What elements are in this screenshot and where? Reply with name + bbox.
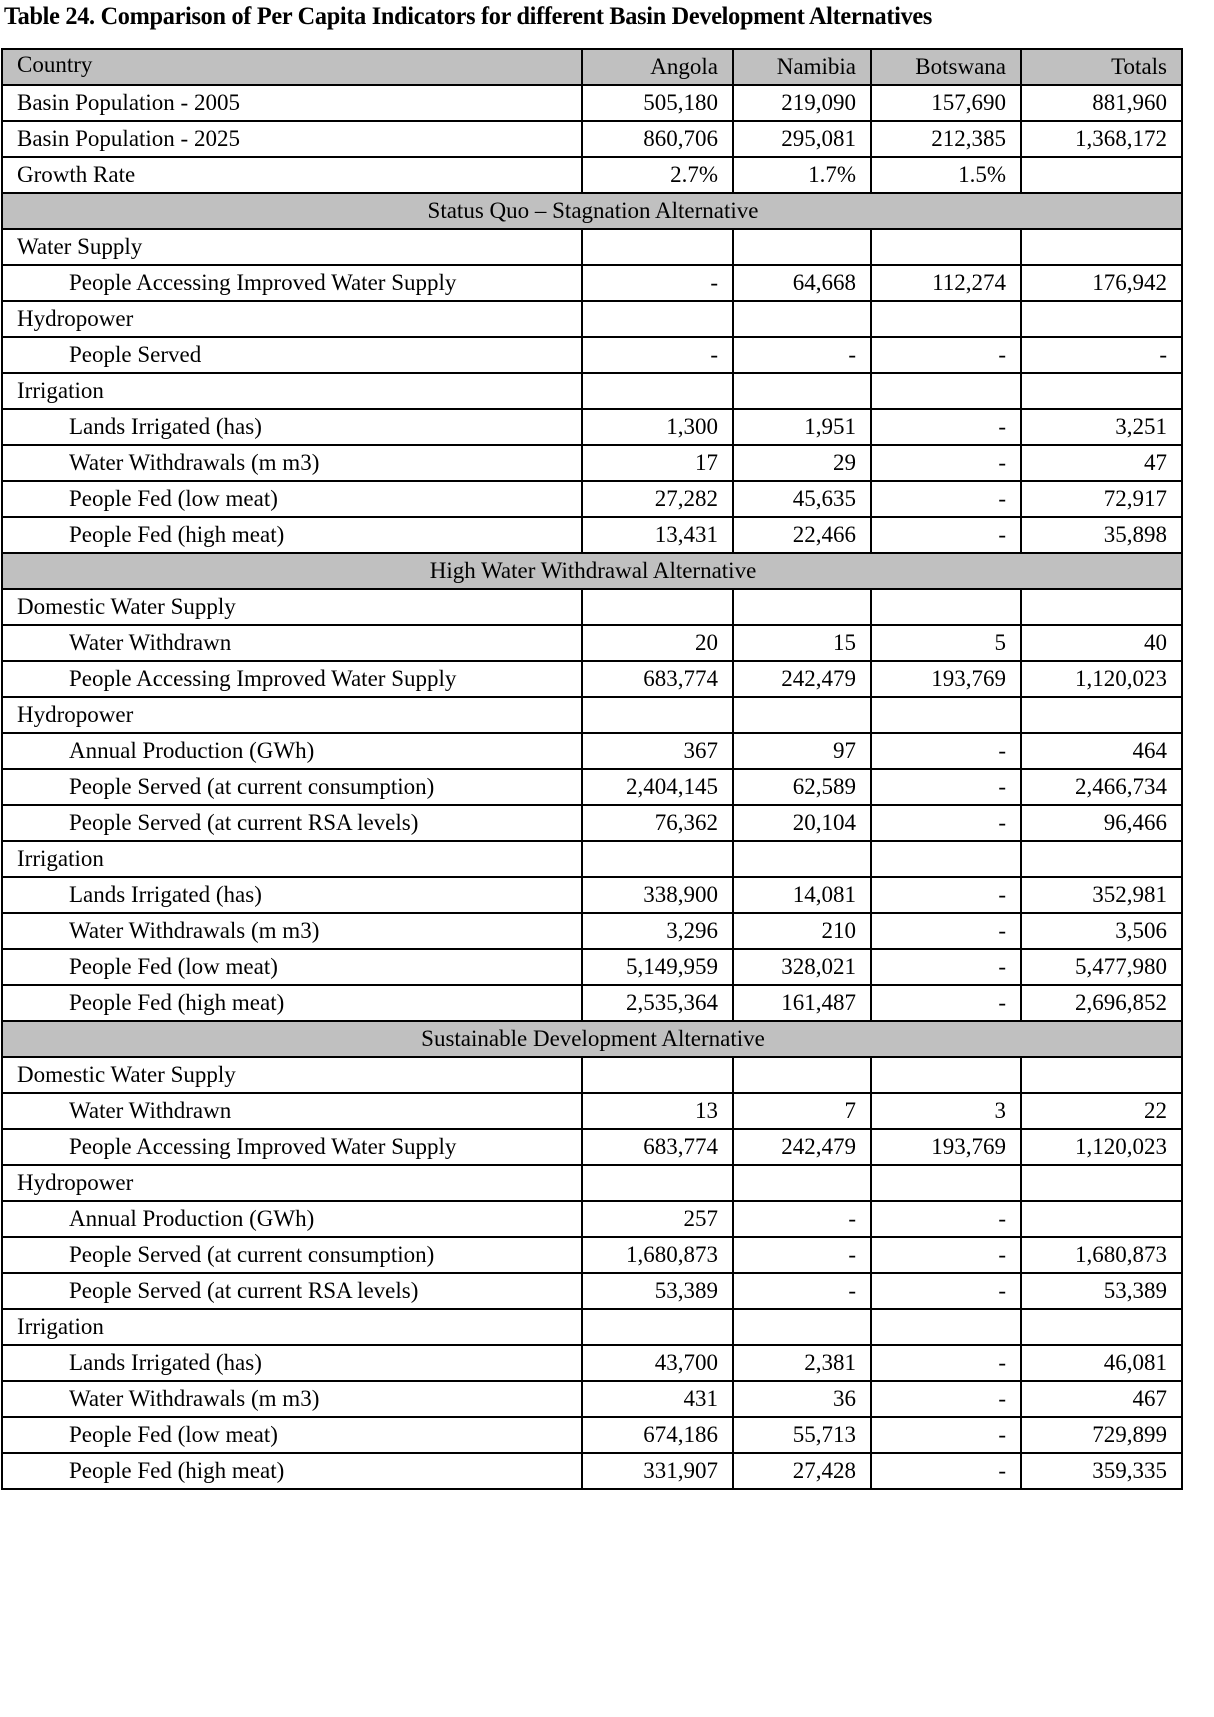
cell-botswana: - xyxy=(871,1345,1021,1381)
cell-totals: 729,899 xyxy=(1021,1417,1182,1453)
cell-botswana: - xyxy=(871,517,1021,553)
cell-botswana: - xyxy=(871,337,1021,373)
indicator-row xyxy=(2,409,1182,445)
indicator-row xyxy=(2,1201,1182,1237)
cell-totals: 22 xyxy=(1021,1093,1182,1129)
cell-totals xyxy=(1021,373,1182,409)
row-label: Annual Production (GWh) xyxy=(2,1201,582,1237)
indicator-row xyxy=(2,517,1182,553)
cell-botswana xyxy=(871,1309,1021,1345)
cell-botswana xyxy=(871,229,1021,265)
row-label: People Served (at current RSA levels) xyxy=(2,1273,582,1309)
category-row xyxy=(2,841,1182,877)
row-label: People Fed (low meat) xyxy=(2,1417,582,1453)
cell-botswana xyxy=(871,1057,1021,1093)
cell-totals: 47 xyxy=(1021,445,1182,481)
cell-botswana: 5 xyxy=(871,625,1021,661)
cell-botswana: 193,769 xyxy=(871,1129,1021,1165)
section-header-row xyxy=(2,193,1182,229)
category-row xyxy=(2,1165,1182,1201)
cell-namibia: 27,428 xyxy=(733,1453,871,1489)
overview-row xyxy=(2,85,1182,121)
indicator-row xyxy=(2,445,1182,481)
cell-botswana: 112,274 xyxy=(871,265,1021,301)
cell-namibia: 161,487 xyxy=(733,985,871,1021)
cell-namibia: 210 xyxy=(733,913,871,949)
cell-botswana: - xyxy=(871,1237,1021,1273)
cell-botswana: 1.5% xyxy=(871,157,1021,193)
row-label: Basin Population - 2025 xyxy=(2,121,582,157)
indicator-row xyxy=(2,1453,1182,1489)
row-label: Water Withdrawn xyxy=(2,625,582,661)
cell-namibia xyxy=(733,1165,871,1201)
cell-angola: 257 xyxy=(582,1201,733,1237)
row-label: People Fed (high meat) xyxy=(2,1453,582,1489)
cell-totals xyxy=(1021,1201,1182,1237)
cell-totals: 3,506 xyxy=(1021,913,1182,949)
cell-angola: 2,535,364 xyxy=(582,985,733,1021)
cell-namibia: 20,104 xyxy=(733,805,871,841)
cell-angola: 1,680,873 xyxy=(582,1237,733,1273)
row-label: Lands Irrigated (has) xyxy=(2,877,582,913)
cell-angola: - xyxy=(582,265,733,301)
row-label: Hydropower xyxy=(2,1165,582,1201)
row-label: Basin Population - 2005 xyxy=(2,85,582,121)
indicator-row xyxy=(2,913,1182,949)
cell-namibia: 29 xyxy=(733,445,871,481)
cell-namibia: 219,090 xyxy=(733,85,871,121)
row-label: Water Withdrawn xyxy=(2,1093,582,1129)
cell-namibia: 1.7% xyxy=(733,157,871,193)
cell-angola: 1,300 xyxy=(582,409,733,445)
overview-row xyxy=(2,121,1182,157)
cell-namibia: 97 xyxy=(733,733,871,769)
cell-botswana: - xyxy=(871,913,1021,949)
row-label: Water Withdrawals (m m3) xyxy=(2,1381,582,1417)
category-row xyxy=(2,697,1182,733)
row-label: Irrigation xyxy=(2,1309,582,1345)
cell-angola: 367 xyxy=(582,733,733,769)
section-title: Sustainable Development Alternative xyxy=(2,1021,1182,1057)
category-row xyxy=(2,229,1182,265)
cell-botswana: - xyxy=(871,445,1021,481)
cell-angola: 27,282 xyxy=(582,481,733,517)
cell-angola: 13,431 xyxy=(582,517,733,553)
indicator-row xyxy=(2,1345,1182,1381)
cell-totals xyxy=(1021,157,1182,193)
indicator-row xyxy=(2,625,1182,661)
cell-totals: 1,680,873 xyxy=(1021,1237,1182,1273)
header-namibia: Namibia xyxy=(733,49,871,85)
cell-totals xyxy=(1021,1165,1182,1201)
cell-totals xyxy=(1021,589,1182,625)
cell-angola: 17 xyxy=(582,445,733,481)
indicator-row xyxy=(2,1129,1182,1165)
cell-totals xyxy=(1021,301,1182,337)
cell-totals xyxy=(1021,697,1182,733)
cell-totals: 467 xyxy=(1021,1381,1182,1417)
row-label: People Served (at current consumption) xyxy=(2,1237,582,1273)
cell-namibia xyxy=(733,841,871,877)
cell-botswana: - xyxy=(871,1453,1021,1489)
row-label: People Accessing Improved Water Supply xyxy=(2,265,582,301)
cell-totals: 881,960 xyxy=(1021,85,1182,121)
row-label: Lands Irrigated (has) xyxy=(2,409,582,445)
cell-namibia: 62,589 xyxy=(733,769,871,805)
cell-totals: - xyxy=(1021,337,1182,373)
cell-angola: 683,774 xyxy=(582,1129,733,1165)
cell-angola: 2.7% xyxy=(582,157,733,193)
cell-namibia: 64,668 xyxy=(733,265,871,301)
header-totals: Totals xyxy=(1021,49,1182,85)
cell-totals xyxy=(1021,841,1182,877)
category-row xyxy=(2,1309,1182,1345)
cell-botswana: - xyxy=(871,1201,1021,1237)
cell-totals: 53,389 xyxy=(1021,1273,1182,1309)
row-label: Water Withdrawals (m m3) xyxy=(2,445,582,481)
row-label: People Accessing Improved Water Supply xyxy=(2,1129,582,1165)
cell-totals xyxy=(1021,229,1182,265)
cell-namibia: 22,466 xyxy=(733,517,871,553)
cell-botswana xyxy=(871,841,1021,877)
cell-angola: 76,362 xyxy=(582,805,733,841)
cell-botswana: - xyxy=(871,805,1021,841)
cell-totals: 35,898 xyxy=(1021,517,1182,553)
cell-angola xyxy=(582,1165,733,1201)
section-title: Status Quo – Stagnation Alternative xyxy=(2,193,1182,229)
cell-botswana: 157,690 xyxy=(871,85,1021,121)
section-header-row xyxy=(2,553,1182,589)
row-label: People Served (at current consumption) xyxy=(2,769,582,805)
row-label: People Fed (high meat) xyxy=(2,517,582,553)
row-label: Lands Irrigated (has) xyxy=(2,1345,582,1381)
cell-angola: 3,296 xyxy=(582,913,733,949)
cell-totals: 1,120,023 xyxy=(1021,661,1182,697)
cell-angola: 13 xyxy=(582,1093,733,1129)
cell-namibia: - xyxy=(733,1273,871,1309)
cell-botswana: - xyxy=(871,949,1021,985)
indicator-row xyxy=(2,265,1182,301)
category-row xyxy=(2,373,1182,409)
cell-totals: 359,335 xyxy=(1021,1453,1182,1489)
indicator-row xyxy=(2,1417,1182,1453)
category-row xyxy=(2,589,1182,625)
row-label: Annual Production (GWh) xyxy=(2,733,582,769)
header-country: Country xyxy=(2,49,582,85)
header-angola: Angola xyxy=(582,49,733,85)
cell-botswana: 212,385 xyxy=(871,121,1021,157)
cell-totals xyxy=(1021,1057,1182,1093)
cell-angola: 683,774 xyxy=(582,661,733,697)
cell-angola: 674,186 xyxy=(582,1417,733,1453)
section-header-row xyxy=(2,1021,1182,1057)
row-label: Domestic Water Supply xyxy=(2,589,582,625)
row-label: Hydropower xyxy=(2,301,582,337)
section-title: High Water Withdrawal Alternative xyxy=(2,553,1182,589)
cell-namibia: 328,021 xyxy=(733,949,871,985)
cell-totals: 2,696,852 xyxy=(1021,985,1182,1021)
cell-totals: 464 xyxy=(1021,733,1182,769)
row-label: Domestic Water Supply xyxy=(2,1057,582,1093)
cell-totals: 46,081 xyxy=(1021,1345,1182,1381)
indicator-row xyxy=(2,337,1182,373)
row-label: Water Withdrawals (m m3) xyxy=(2,913,582,949)
indicator-row xyxy=(2,481,1182,517)
cell-angola xyxy=(582,589,733,625)
cell-angola xyxy=(582,697,733,733)
cell-namibia: 36 xyxy=(733,1381,871,1417)
cell-totals: 72,917 xyxy=(1021,481,1182,517)
cell-namibia: 295,081 xyxy=(733,121,871,157)
cell-angola xyxy=(582,373,733,409)
cell-namibia: 55,713 xyxy=(733,1417,871,1453)
cell-botswana: - xyxy=(871,733,1021,769)
indicator-row xyxy=(2,985,1182,1021)
cell-namibia: 242,479 xyxy=(733,1129,871,1165)
row-label: People Served (at current RSA levels) xyxy=(2,805,582,841)
cell-angola xyxy=(582,1309,733,1345)
row-label: People Fed (high meat) xyxy=(2,985,582,1021)
per-capita-indicators-table xyxy=(1,48,1183,1490)
table-body xyxy=(2,49,1182,1489)
cell-namibia: 1,951 xyxy=(733,409,871,445)
cell-botswana: - xyxy=(871,1381,1021,1417)
cell-botswana: 3 xyxy=(871,1093,1021,1129)
cell-botswana xyxy=(871,301,1021,337)
cell-botswana: - xyxy=(871,481,1021,517)
cell-namibia xyxy=(733,1309,871,1345)
cell-botswana xyxy=(871,589,1021,625)
cell-namibia: 7 xyxy=(733,1093,871,1129)
cell-namibia xyxy=(733,373,871,409)
cell-angola: 431 xyxy=(582,1381,733,1417)
indicator-row xyxy=(2,1093,1182,1129)
cell-totals: 352,981 xyxy=(1021,877,1182,913)
cell-namibia xyxy=(733,589,871,625)
row-label: Water Supply xyxy=(2,229,582,265)
cell-totals: 176,942 xyxy=(1021,265,1182,301)
row-label: People Fed (low meat) xyxy=(2,949,582,985)
cell-namibia: 15 xyxy=(733,625,871,661)
cell-angola: - xyxy=(582,337,733,373)
cell-angola: 860,706 xyxy=(582,121,733,157)
cell-angola: 53,389 xyxy=(582,1273,733,1309)
category-row xyxy=(2,301,1182,337)
cell-namibia: 2,381 xyxy=(733,1345,871,1381)
header-botswana: Botswana xyxy=(871,49,1021,85)
indicator-row xyxy=(2,1273,1182,1309)
row-label: People Accessing Improved Water Supply xyxy=(2,661,582,697)
cell-angola xyxy=(582,229,733,265)
row-label: Irrigation xyxy=(2,841,582,877)
cell-angola: 2,404,145 xyxy=(582,769,733,805)
cell-botswana xyxy=(871,1165,1021,1201)
cell-angola: 338,900 xyxy=(582,877,733,913)
cell-botswana xyxy=(871,697,1021,733)
cell-botswana: - xyxy=(871,877,1021,913)
cell-totals xyxy=(1021,1309,1182,1345)
cell-botswana: - xyxy=(871,1417,1021,1453)
cell-namibia: 14,081 xyxy=(733,877,871,913)
row-label: People Fed (low meat) xyxy=(2,481,582,517)
cell-totals: 1,120,023 xyxy=(1021,1129,1182,1165)
table-title: Table 24. Comparison of Per Capita Indicators for different Basin Development Alternatives xyxy=(4,3,933,30)
header-row xyxy=(2,49,1182,85)
indicator-row xyxy=(2,769,1182,805)
cell-totals: 96,466 xyxy=(1021,805,1182,841)
cell-angola: 505,180 xyxy=(582,85,733,121)
indicator-row xyxy=(2,1381,1182,1417)
cell-namibia: 242,479 xyxy=(733,661,871,697)
indicator-row xyxy=(2,877,1182,913)
cell-angola xyxy=(582,301,733,337)
overview-row xyxy=(2,157,1182,193)
cell-botswana xyxy=(871,373,1021,409)
cell-namibia: - xyxy=(733,1201,871,1237)
cell-botswana: 193,769 xyxy=(871,661,1021,697)
cell-angola: 5,149,959 xyxy=(582,949,733,985)
cell-angola: 331,907 xyxy=(582,1453,733,1489)
cell-totals: 5,477,980 xyxy=(1021,949,1182,985)
cell-namibia: - xyxy=(733,1237,871,1273)
cell-totals: 2,466,734 xyxy=(1021,769,1182,805)
cell-botswana: - xyxy=(871,769,1021,805)
cell-angola xyxy=(582,1057,733,1093)
cell-namibia: - xyxy=(733,337,871,373)
indicator-row xyxy=(2,949,1182,985)
cell-angola: 20 xyxy=(582,625,733,661)
row-label: Growth Rate xyxy=(2,157,582,193)
cell-namibia xyxy=(733,301,871,337)
indicator-row xyxy=(2,733,1182,769)
cell-namibia xyxy=(733,1057,871,1093)
row-label: Irrigation xyxy=(2,373,582,409)
cell-totals: 1,368,172 xyxy=(1021,121,1182,157)
indicator-row xyxy=(2,661,1182,697)
row-label: Hydropower xyxy=(2,697,582,733)
cell-namibia xyxy=(733,697,871,733)
category-row xyxy=(2,1057,1182,1093)
cell-botswana: - xyxy=(871,1273,1021,1309)
indicator-row xyxy=(2,1237,1182,1273)
cell-botswana: - xyxy=(871,409,1021,445)
cell-botswana: - xyxy=(871,985,1021,1021)
cell-totals: 3,251 xyxy=(1021,409,1182,445)
cell-totals: 40 xyxy=(1021,625,1182,661)
cell-namibia: 45,635 xyxy=(733,481,871,517)
cell-namibia xyxy=(733,229,871,265)
row-label: People Served xyxy=(2,337,582,373)
cell-angola: 43,700 xyxy=(582,1345,733,1381)
cell-angola xyxy=(582,841,733,877)
indicator-row xyxy=(2,805,1182,841)
